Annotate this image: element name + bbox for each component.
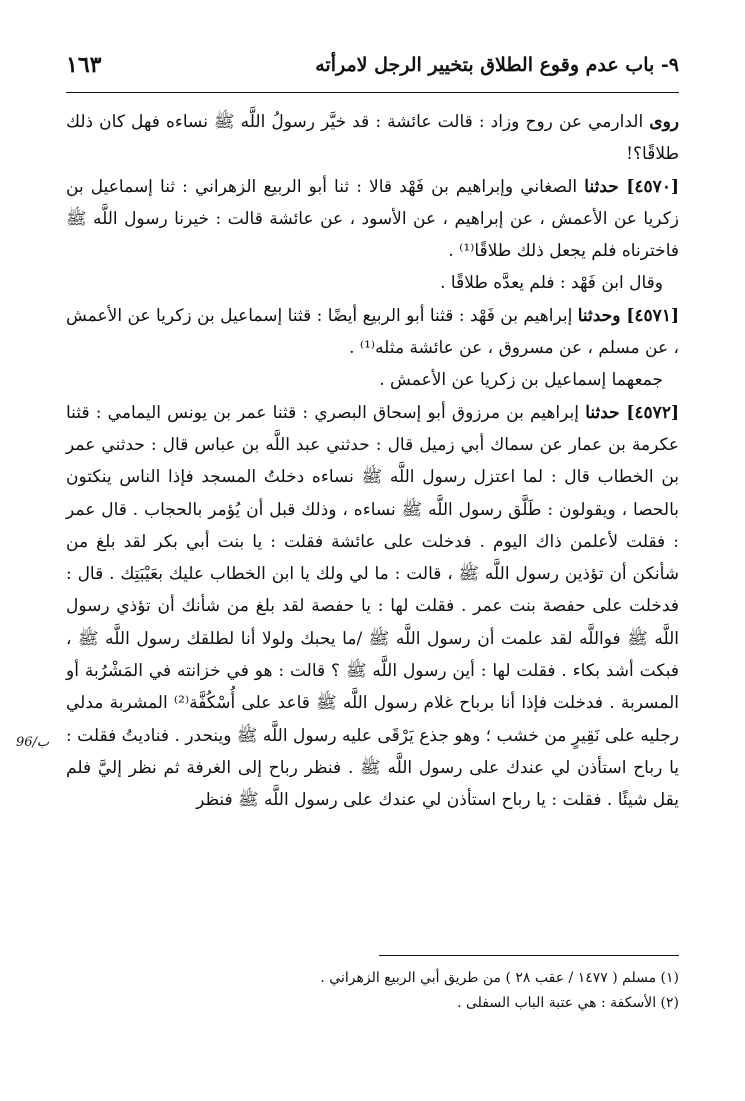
paragraph-4 bbox=[66, 300, 679, 365]
paragraph-lead: روى bbox=[649, 112, 679, 132]
chapter-title: ٩- باب عدم وقوع الطلاق بتخيير الرجل لامرأته bbox=[315, 54, 679, 76]
manuscript-folio-note: 96/ب bbox=[16, 735, 50, 750]
page-number: ١٦٣ bbox=[66, 52, 102, 78]
paragraph-text: جمعهما إسماعيل بن زكريا عن الأعمش . bbox=[379, 370, 663, 391]
paragraph-text: إبراهيم بن مرزوق أبو إسحاق البصري : قثنا عمر بن يونس اليمامي : قثنا عكرمة بن عمار عن سماك أبي زميل قال : حدثني عبد اللَّه بن عباس قال : حدثني عمر بن الخطاب قال : لما اعتزل رسول اللَّه ﷺ نساءه دخلتُ المسجد فإذا الناس ينكتون بالحصا ، ويقولون : طَلَّق رسول اللَّه ﷺ نساءه ، وذلك قبل أن يُؤمر بالحجاب . قال عمر : فقلت لأعلمن ذاك اليوم . فدخلت على عائشة فقلت : يا بنت أبي بكر لقد بلغ من شأنكن أن تؤذين رسول اللَّه ﷺ ، قالت : ما لي ولك يا ابن الخطاب عليك بعَيْبَتِك . قال : فدخلت على حفصة بنت عمر . فقلت لها : يا حفصة لقد بلغ من شأنك أن تؤذي رسول اللَّه ﷺ فواللَّه لقد علمت أن رسول اللَّه ﷺ /ما يحبك ولولا أنا لطلقك رسول اللَّه ﷺ ، فبكت أشد بكاء . فقلت لها : أين رسول اللَّه ﷺ ؟ قالت : هو في خزانته في المَشْرُبة أو المسربة . فدخلت فإذا أنا برباح غلام رسول اللَّه ﷺ قاعد على أُسْكُفَّة⁽²⁾ المشربة مدلي رجليه على نَقِيرٍ من خشب ؛ وهو جذع يَرْقَى عليه رسول اللَّه ﷺ وينحدر . فناديتُ فقلت : يا رباح استأذن لي عندك على رسول اللَّه ﷺ . فنظر رباح إلى الغرفة ثم نظر إليَّ فلم يقل شيئًا . فقلت : يا رباح استأذن لي عندك على رسول اللَّه ﷺ فنظر bbox=[66, 402, 680, 811]
footnotes bbox=[66, 966, 679, 1016]
paragraph-6 bbox=[66, 397, 679, 817]
footnote-1: (١) مسلم ( ١٤٧٧ / عقب ٢٨ ) من طريق أبي الربيع الزهراني . bbox=[320, 970, 679, 986]
hadith-number: [٤٥٧٢] bbox=[626, 402, 679, 423]
footnote-rule bbox=[379, 955, 679, 956]
paragraph-lead: وحدثنا bbox=[577, 305, 627, 326]
paragraph-1 bbox=[66, 106, 679, 171]
paragraph-text: إبراهيم بن فَهْد : قثنا أبو الربيع أيضًا : قثنا إسماعيل بن زكريا عن الأعمش ، عن مسلم ، عن مسروق ، عن عائشة مثله⁽¹⁾ . bbox=[66, 305, 679, 359]
header-rule bbox=[66, 92, 679, 93]
paragraph-2 bbox=[66, 171, 679, 268]
paragraph-3 bbox=[66, 267, 679, 299]
hadith-number: [٤٥٧٠] bbox=[626, 176, 679, 197]
paragraph-text: الدارمي عن روح وزاد : قالت عائشة : قد خيَّر رسولُ اللَّه ﷺ نساءه فهل كان ذلك طلاقًا؟! bbox=[66, 112, 679, 165]
main-text bbox=[66, 106, 679, 817]
hadith-number: [٤٥٧١] bbox=[626, 305, 679, 326]
page-header bbox=[66, 50, 679, 86]
paragraph-text: الصغاني وإبراهيم بن فَهْد قالا : ثنا أبو الربيع الزهراني : ثنا إسماعيل بن زكريا عن الأعمش ، عن إبراهيم ، عن الأسود ، عن عائشة قالت : خيرنا رسول اللَّه ﷺ فاخترناه فلم يجعل ذلك طلاقًا⁽¹⁾ . bbox=[66, 176, 679, 262]
paragraph-lead: حدثنا bbox=[585, 402, 627, 423]
paragraph-text: وقال ابن فَهْد : فلم يعدَّه طلاقًا . bbox=[440, 273, 663, 294]
paragraph-5 bbox=[66, 364, 679, 396]
paragraph-lead: حدثنا bbox=[584, 176, 627, 197]
footnote-2: (٢) الأسكفة : هي عتبة الباب السفلى . bbox=[457, 995, 679, 1011]
